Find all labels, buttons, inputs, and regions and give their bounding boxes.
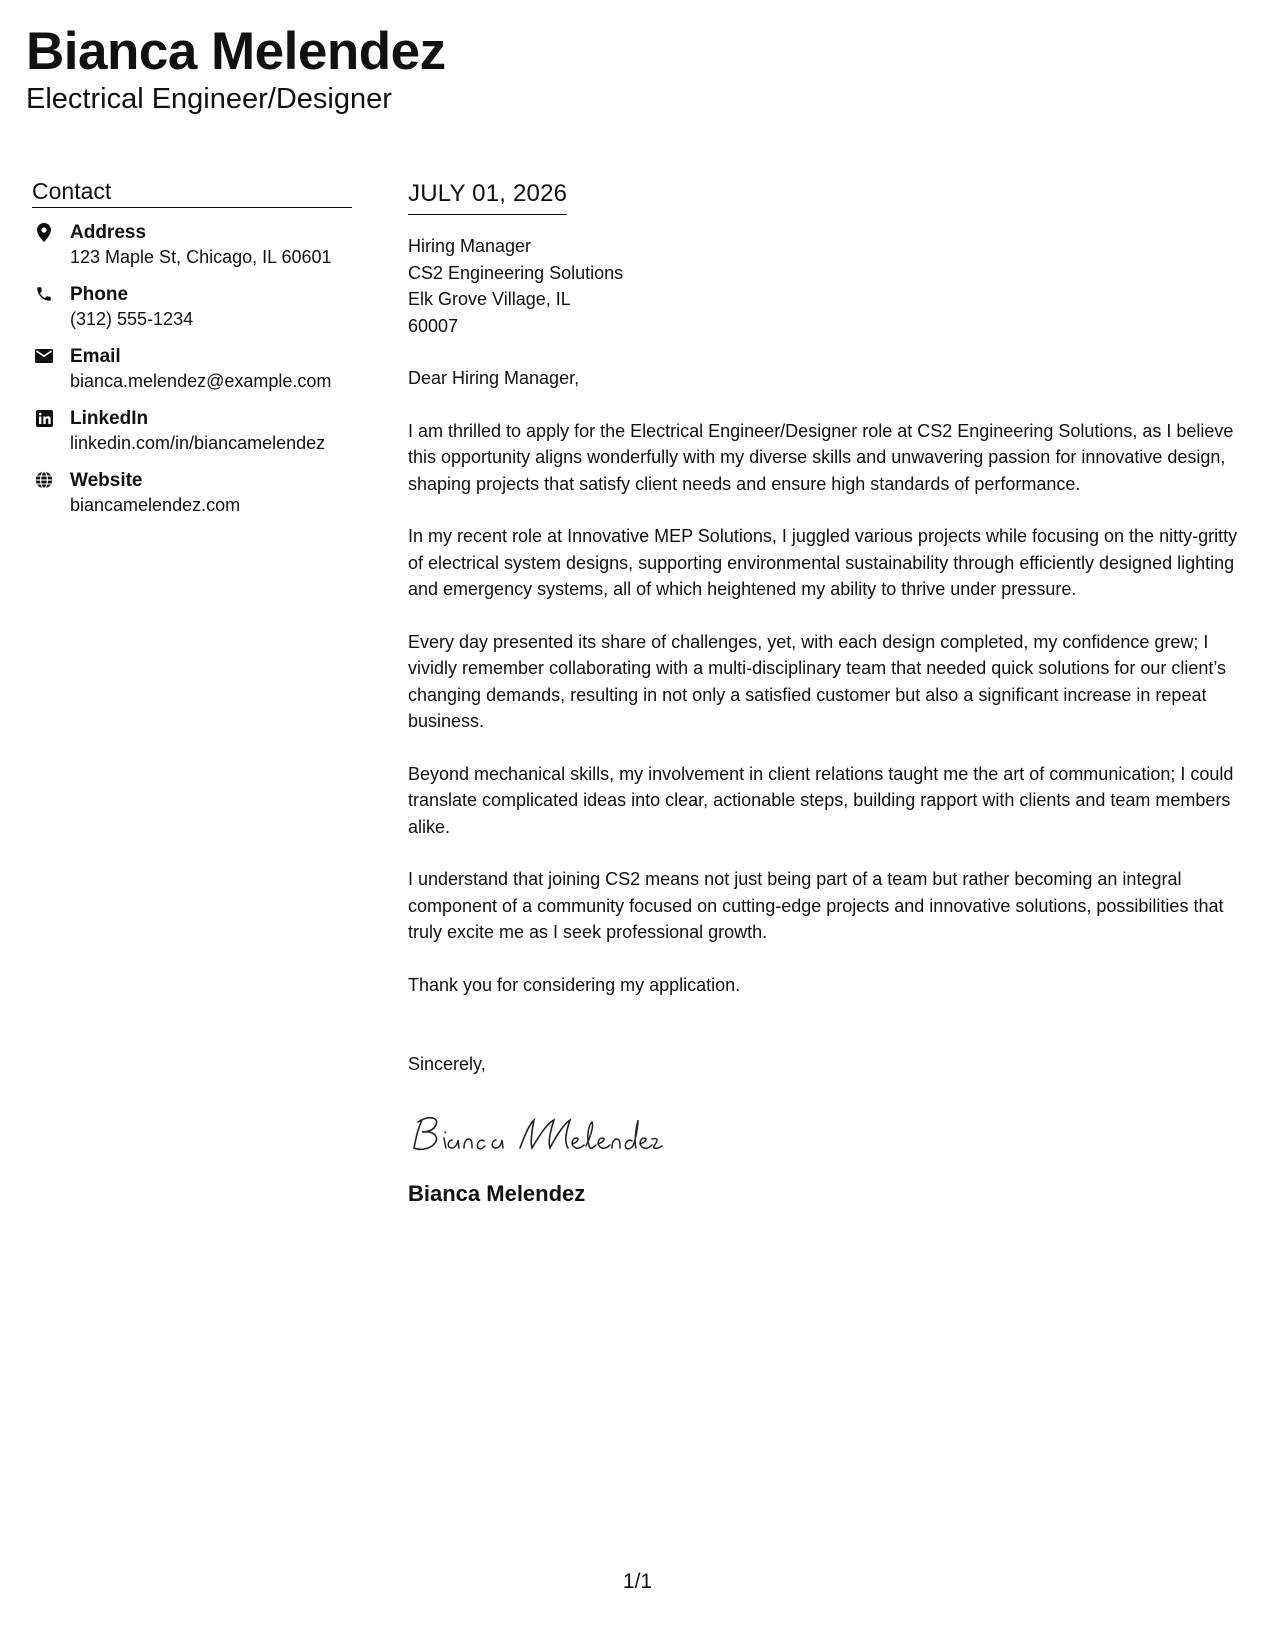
phone-value: (312) 555-1234 xyxy=(70,309,194,329)
address-value: 123 Maple St, Chicago, IL 60601 xyxy=(70,247,332,267)
signer-name: Bianca Melendez xyxy=(408,1180,586,1206)
applicant-title: Electrical Engineer/Designer xyxy=(26,83,392,115)
linkedin-value: linkedin.com/in/biancamelendez xyxy=(70,433,326,453)
email-label: Email xyxy=(70,346,121,367)
contact-heading: Contact xyxy=(32,176,352,208)
letter-paragraph: Every day presented its share of challenges, yet, with each design completed, my confidence grew; I vividly remember collaborating with a multi-disciplinary team that needed quick solutions for our client’s changing demands, resulting in not only a satisfied customer but also a significant increase in repeat business. xyxy=(408,631,1227,731)
page-number: 1/1 xyxy=(622,1570,653,1593)
recipient-block xyxy=(408,233,1246,339)
letter-paragraph: Beyond mechanical skills, my involvement in client relations taught me the art of communication; I could translate complicated ideas into clear, actionable steps, building rapport with clients and team members alike. xyxy=(408,763,1234,837)
linkedin-label: LinkedIn xyxy=(70,408,149,429)
header xyxy=(26,22,446,116)
recipient-line: Elk Grove Village, IL xyxy=(408,289,571,309)
recipient-line: 60007 xyxy=(408,315,459,336)
letter-paragraph: Thank you for considering my application. xyxy=(408,974,741,995)
linkedin-icon xyxy=(34,408,54,428)
letter-paragraph: I understand that joining CS2 means not just being part of a team but rather becoming an integral component of a community focused on cutting-edge projects and innovative solutions, possibilities that truly excite me as I seek professional growth. xyxy=(408,869,1224,942)
address-label: Address xyxy=(70,222,147,243)
greeting: Dear Hiring Manager, xyxy=(408,368,580,388)
letter-date: JULY 01, 2026 xyxy=(408,178,567,215)
contact-item-address xyxy=(32,220,352,270)
contact-item-email xyxy=(32,344,352,394)
recipient-line: CS2 Engineering Solutions xyxy=(408,262,624,283)
website-label: Website xyxy=(70,470,143,491)
contact-item-phone xyxy=(32,282,352,332)
contact-item-linkedin xyxy=(32,406,352,456)
website-value: biancamelendez.com xyxy=(70,495,241,515)
signature-image xyxy=(408,1108,668,1158)
contact-sidebar xyxy=(32,176,352,530)
envelope-icon xyxy=(34,346,54,366)
phone-label: Phone xyxy=(70,284,129,305)
globe-icon xyxy=(34,470,54,490)
email-value: bianca.melendez@example.com xyxy=(70,371,332,391)
letter-body xyxy=(408,178,1246,1208)
recipient-line: Hiring Manager xyxy=(408,236,532,256)
phone-icon xyxy=(34,284,54,304)
closing: Sincerely, xyxy=(408,1054,486,1074)
handwritten-signature xyxy=(408,1108,1246,1158)
map-pin-icon xyxy=(34,222,54,242)
contact-item-website xyxy=(32,468,352,518)
applicant-name: Bianca Melendez xyxy=(26,22,446,81)
letter-paragraph: In my recent role at Innovative MEP Solutions, I juggled various projects while focusing on the nitty-gritty of electrical system designs, supporting environmental sustainability through efficiently designed lighting and emergency systems, all of which heightened my ability to thrive under pressure. xyxy=(408,526,1238,599)
letter-paragraph: I am thrilled to apply for the Electrical Engineer/Designer role at CS2 Engineering Solutions, as I believe this opportunity aligns wonderfully with my diverse skills and unwavering passion for innovative design, shaping projects that satisfy client needs and ensure high standards of performance. xyxy=(408,420,1234,494)
